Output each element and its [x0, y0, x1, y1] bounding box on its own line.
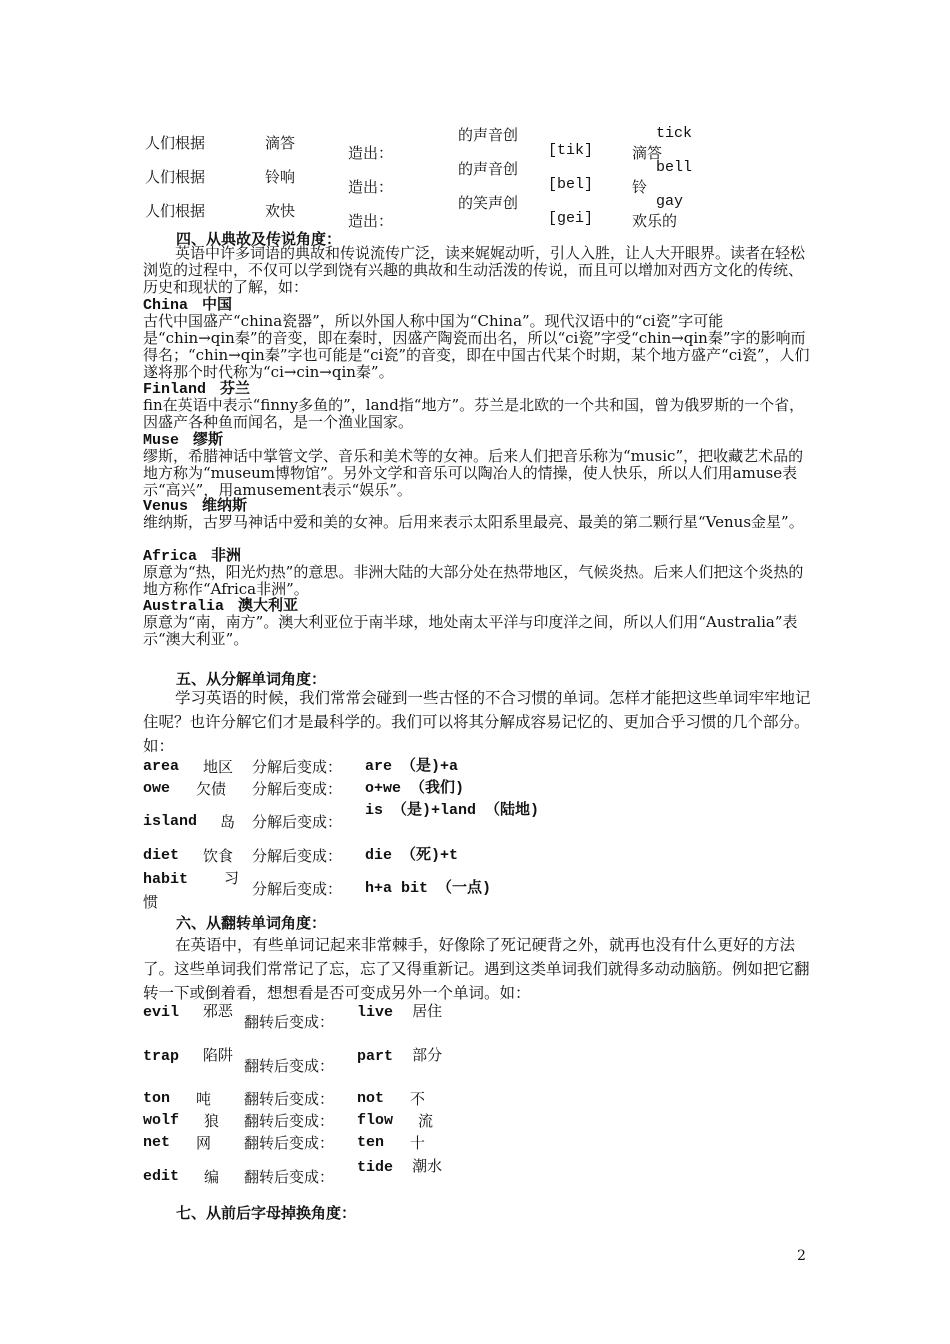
word-cn: 居住	[412, 1002, 443, 1020]
section-5-intro: 学习英语的时候，我们常常会碰到一些古怪的不合习惯的单词。怎样才能把这些单词牢牢地记住呢？也许分解它们才是最科学的。我们可以将其分解成容易记忆的、更加合乎习惯的几个部分。如：	[143, 689, 811, 755]
word-en: diet	[143, 847, 180, 864]
word-en: area	[143, 758, 180, 775]
reverse-label: 翻转后变成：	[244, 1090, 335, 1108]
entry-text: 古代中国盛产“china瓷器”，所以外国人称中国为“China”。现代汉语中的“ci瓷”字可能是“chin→qin秦”的音变，即在秦时，因盛产陶瓷而出名，所以“ci瓷”字受“chin→qin秦”字的影响而得名；“chin→qin秦”字也可能是“ci瓷”的音变，即在中国古代某个时期，某个地方盛产“ci瓷”，人们遂将那个时代称为“ci→cin→qin秦”。	[143, 312, 810, 381]
word-en: flow	[357, 1112, 394, 1129]
entry-en: Venus	[143, 498, 189, 515]
entry-en: Muse	[143, 432, 180, 449]
word-pair	[143, 1044, 233, 1068]
entry-text: 维纳斯，古罗马神话中爱和美的女神。后用来表示太阳系里最亮、最美的第二颗行星“Venus金星”。	[143, 513, 804, 531]
ono-made: 造出：	[348, 178, 394, 196]
entry-text: 原意为“南，南方”。澳大利亚位于南半球，地处南太平洋与印度洋之间，所以人们用“Australia”表示“澳大利亚”。	[143, 613, 798, 648]
word-parts: die （死)+t	[365, 847, 459, 864]
decompose-label: 分解后变成：	[252, 847, 343, 865]
reverse-label: 翻转后变成：	[244, 1112, 335, 1130]
word-en: habit	[143, 871, 189, 888]
word-cn: 吨	[196, 1090, 212, 1108]
section-4-intro: 英语中许多词语的典故和传说流传广泛，读来娓娓动听，引人入胜，让人大开眼界。读者在轻松浏览的过程中，不仅可以学到饶有兴趣的典故和生动活泼的传说，而且可以增加对西方文化的传统、历史和现状的了解，如：	[143, 244, 806, 296]
word-parts: is （是)+land （陆地)	[365, 802, 540, 819]
ono-en: tick	[656, 125, 693, 142]
word-pair	[357, 1044, 447, 1068]
word-en: trap	[143, 1048, 180, 1065]
word-cn: 流	[418, 1112, 434, 1130]
ono-word-cn: 滴答	[265, 134, 296, 152]
word-cn: 地区	[203, 758, 234, 776]
word-en: net	[143, 1134, 171, 1151]
reverse-label: 翻转后变成：	[244, 1057, 335, 1075]
word-en-cn	[143, 867, 240, 915]
word-cn: 狼	[204, 1112, 220, 1130]
word-cn: 十	[410, 1134, 426, 1152]
ono-sound: 的声音创	[458, 160, 519, 178]
word-cn: 欠债	[196, 780, 227, 798]
ono-sound: 的笑声创	[458, 194, 519, 212]
ono-made: 造出：	[348, 212, 394, 230]
entry-cn: 芬兰	[220, 379, 251, 397]
ono-made: 造出：	[348, 144, 394, 162]
section-5-heading: 五、从分解单词角度：	[176, 670, 327, 688]
word-en: tide	[357, 1159, 394, 1176]
entry-en: Finland	[143, 381, 207, 398]
word-cn: 编	[204, 1168, 220, 1186]
word-cn: 习惯	[143, 869, 240, 911]
section-6-heading: 六、从翻转单词角度：	[176, 914, 327, 932]
word-parts: h+a bit （一点)	[365, 880, 492, 897]
entry-cn: 缪斯	[193, 430, 224, 448]
entry-en: Australia	[143, 598, 225, 615]
reverse-label: 翻转后变成：	[244, 1168, 335, 1186]
word-cn: 网	[196, 1134, 212, 1152]
section-7-heading: 七、从前后字母掉换角度：	[176, 1204, 357, 1222]
ono-who: 人们根据	[145, 134, 206, 152]
word-pair	[357, 1000, 447, 1024]
entry-cn: 澳大利亚	[238, 596, 299, 614]
entry-cn: 维纳斯	[202, 496, 248, 514]
entry-text: 缪斯，希腊神话中掌管文学、音乐和美术等的女神。后来人们把音乐称为“music”，把收藏艺术品的地方称为“museum博物馆”。另外文学和音乐可以陶冶人的情操，使人快乐，所以人们用amuse表示“高兴”，用amusement表示“娱乐”。	[143, 447, 804, 499]
decompose-label: 分解后变成：	[252, 813, 343, 831]
ono-en: gay	[656, 193, 684, 210]
word-en: edit	[143, 1168, 180, 1185]
word-parts: are （是)+a	[365, 758, 459, 775]
word-cn: 岛	[220, 813, 236, 831]
ono-who: 人们根据	[145, 168, 206, 186]
word-en: owe	[143, 780, 171, 797]
word-cn: 邪恶	[202, 1002, 233, 1020]
entry-text: 原意为“热，阳光灼热”的意思。非洲大陆的大部分处在热带地区，气候炎热。后来人们把这个炎热的地方称作“Africa非洲”。	[143, 563, 804, 598]
section-4-heading: 四、从典故及传说角度：	[176, 230, 342, 248]
entry-cn: 中国	[202, 295, 233, 313]
ono-who: 人们根据	[145, 202, 206, 220]
word-en: island	[143, 813, 198, 830]
reverse-label: 翻转后变成：	[244, 1013, 335, 1031]
word-en: live	[357, 1004, 394, 1021]
word-cn: 陷阱	[202, 1046, 233, 1064]
entry-en: China	[143, 297, 189, 314]
word-pair	[143, 1000, 233, 1024]
page-number: 2	[797, 1248, 806, 1264]
reverse-label: 翻转后变成：	[244, 1134, 335, 1152]
ono-cn: 欢乐的	[632, 212, 678, 230]
decompose-label: 分解后变成：	[252, 780, 343, 798]
word-en: not	[357, 1090, 385, 1107]
ono-ipa: [tik]	[548, 142, 594, 159]
entry-en: Africa	[143, 548, 198, 565]
word-en: ten	[357, 1134, 385, 1151]
word-parts: o+we （我们)	[365, 780, 465, 797]
word-cn: 部分	[412, 1046, 443, 1064]
ono-word-cn: 铃响	[265, 168, 296, 186]
word-en: wolf	[143, 1112, 180, 1129]
word-cn: 饮食	[203, 847, 234, 865]
ono-word-cn: 欢快	[265, 202, 296, 220]
ono-cn: 铃	[632, 178, 648, 196]
ono-cn: 滴答	[632, 144, 663, 162]
word-en: ton	[143, 1090, 171, 1107]
word-en: part	[357, 1048, 394, 1065]
ono-en: bell	[656, 159, 693, 176]
word-pair	[357, 1155, 447, 1179]
ono-sound: 的声音创	[458, 126, 519, 144]
entry-text: fin在英语中表示“finny多鱼的”，land指“地方”。芬兰是北欧的一个共和国，曾为俄罗斯的一个省，因盛产各种鱼而闻名，是一个渔业国家。	[143, 396, 805, 431]
word-cn: 不	[410, 1090, 426, 1108]
ono-ipa: [gei]	[548, 210, 594, 227]
word-cn: 潮水	[412, 1157, 443, 1175]
decompose-label: 分解后变成：	[252, 758, 343, 776]
section-6-intro: 在英语中，有些单词记起来非常棘手，好像除了死记硬背之外，就再也没有什么更好的方法了。这些单词我们常常记了忘，忘了又得重新记。遇到这类单词我们就得多动动脑筋。例如把它翻转一下或倒着看，想想看是否可变成另外一个单词。如：	[143, 936, 810, 1002]
decompose-label: 分解后变成：	[252, 880, 343, 898]
ono-ipa: [bel]	[548, 176, 594, 193]
entry-cn: 非洲	[211, 546, 242, 564]
word-en: evil	[143, 1004, 180, 1021]
